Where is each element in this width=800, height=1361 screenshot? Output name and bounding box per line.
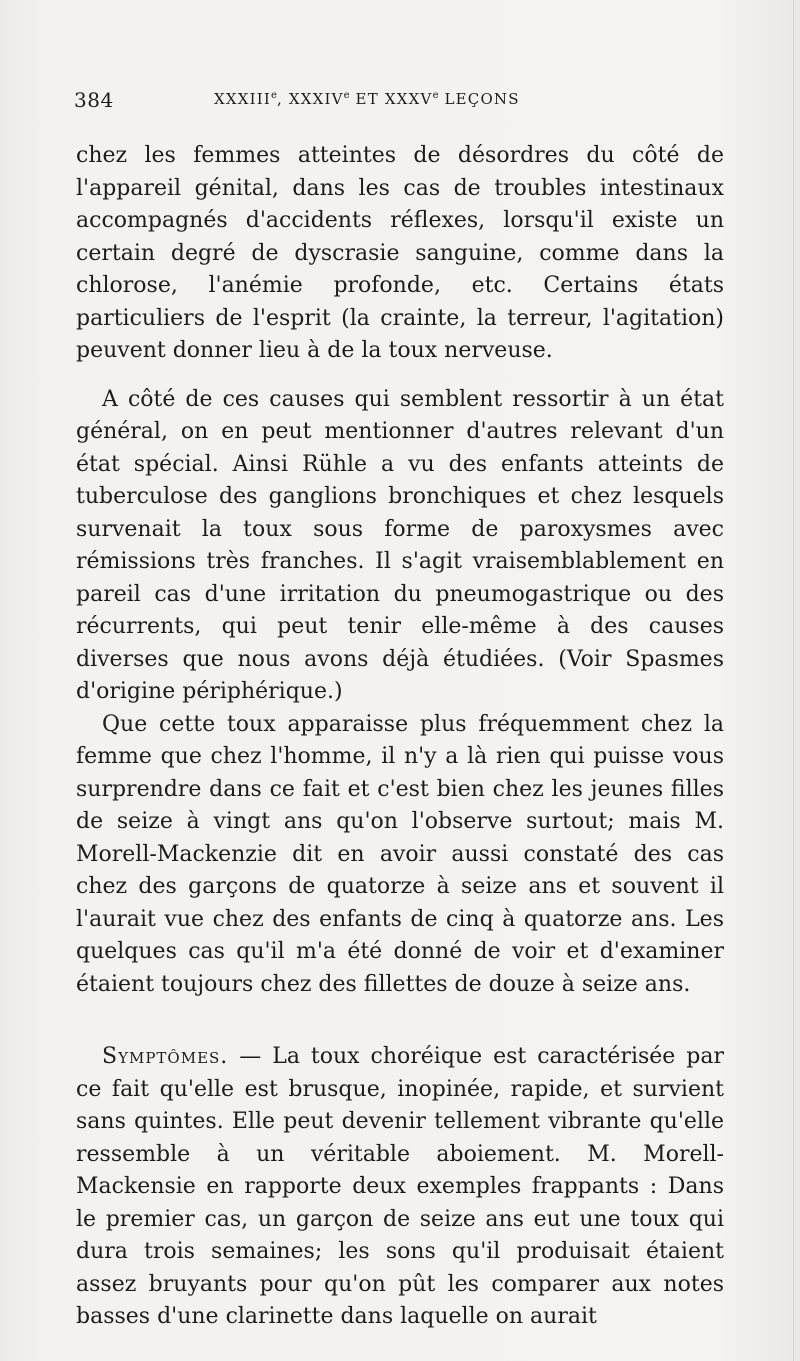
section-heading: Symptômes. (102, 1044, 229, 1069)
page-edge (793, 0, 794, 1361)
paragraph: Que cette toux apparaisse plus fréquemment chez la femme que chez l'homme, il n'y a là rien qui puisse vous surprendre dans ce fait et c'est bien chez les jeunes filles de seize à vingt ans qu'on l'observe surtout; mais M. Morell-Mackenzie dit en avoir aussi constaté des cas chez des garçons de quatorze à seize ans et souvent il l'aurait vue chez des enfants de cinq à quatorze ans. Les quelques cas qu'il m'a été donné de voir et d'examiner étaient toujours chez des fillettes de douze à seize ans. (76, 711, 724, 997)
running-title-sup: e (271, 90, 277, 101)
running-title-part: , XXXIV (276, 90, 344, 108)
page-body (76, 140, 724, 1334)
paragraph: A côté de ces causes qui semblent ressortir à un état général, on en peut mentionner d'autres relevant d'un état spécial. Ainsi Rühle a vu des enfants atteints de tuberculose des ganglions bronchiques et chez lesquels survenait la toux sous forme de paroxysmes avec rémissions très franches. Il s'agit vraisemblablement en pareil cas d'une irritation du pneumogastrique ou des récurrents, qui peut tenir elle-même à des causes diverses que nous avons déjà étudiées. (Voir Spasmes d'origine périphérique.) (76, 386, 724, 704)
running-title-sup: e (343, 90, 350, 101)
running-title-part: ET XXXV (349, 90, 433, 108)
running-title-part: XXXIII (214, 90, 272, 108)
section-gap (76, 1001, 724, 1041)
page-header (74, 88, 714, 118)
paragraph-gap (76, 368, 724, 384)
symptoms-paragraph (76, 1041, 724, 1334)
paragraph: chez les femmes atteintes de désordres du côté de l'appareil génital, dans les cas de troubles intestinaux accompagnés d'accidents réflexes, lorsqu'il existe un certain degré de dyscrasie sanguine, comme dans la chlorose, l'anémie profonde, etc. Certains états particuliers de l'esprit (la crainte, la terreur, l'agitation) peuvent donner lieu à de la toux nerveuse. (76, 143, 724, 363)
running-title (214, 90, 520, 108)
symptoms-text: — La toux choréique est caractérisée par ce fait qu'elle est brusque, inopinée, rapide, et survient sans quintes. Elle peut devenir tellement vibrante qu'elle ressemble à un véritable aboiement. M. Morell-Mackensie en rapporte deux exemples frappants : Dans le premier cas, un garçon de seize ans eut une toux qui dura trois semaines; les sons qu'il produisait étaient assez bruyants pour qu'on pût les comparer aux notes basses d'une clarinette dans laquelle on aurait (76, 1044, 724, 1329)
page-number: 384 (74, 88, 114, 112)
running-title-sup: e (432, 90, 439, 101)
running-title-part: LEÇONS (438, 90, 520, 108)
